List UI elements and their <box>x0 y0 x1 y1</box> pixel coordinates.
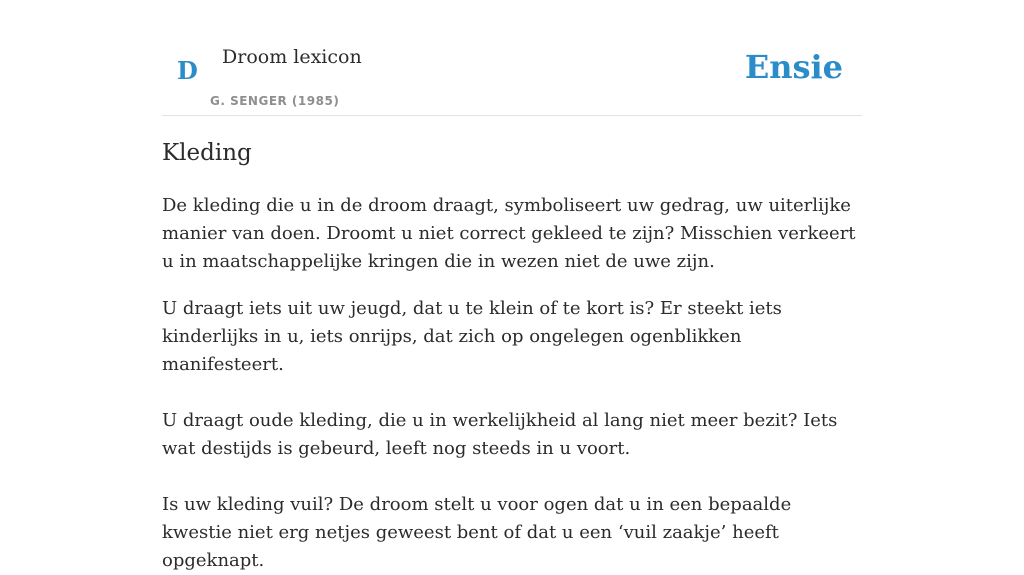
entry-paragraph: De kleding die u in de droom draagt, symboliseert uw gedrag, uw uiterlijke manier van doen. Droomt u niet correct gekleed te zijn? Misschien verkeert u in maatschappelijke kringen die in wezen niet de uwe zijn. <box>162 195 856 272</box>
entry-title: Kleding <box>162 140 252 166</box>
entry-paragraph: Is uw kleding vuil? De droom stelt u voor ogen dat u in een bepaalde kwestie niet erg netjes geweest bent of dat u een ‘vuil zaakje’ heeft opgeknapt. <box>162 494 792 571</box>
entry-paragraph: U draagt iets uit uw jeugd, dat u te klein of te kort is? Er steekt iets kinderlijks in u, iets onrijps, dat zich op ongelegen ogenblikken manifesteert. <box>162 298 782 375</box>
book-author: G. SENGER (1985) <box>210 94 340 108</box>
entry-paragraph: U draagt oude kleding, die u in werkelijkheid al lang niet meer bezit? Iets wat destijds is gebeurd, leeft nog steeds in u voort. <box>162 410 838 459</box>
entry-body <box>162 192 862 575</box>
source-header <box>162 0 862 116</box>
entry-card <box>162 0 862 571</box>
ensie-logo[interactable]: Ensie <box>744 48 843 86</box>
book-title[interactable]: Droom lexicon <box>222 46 362 68</box>
book-initial-badge: D <box>177 56 198 85</box>
